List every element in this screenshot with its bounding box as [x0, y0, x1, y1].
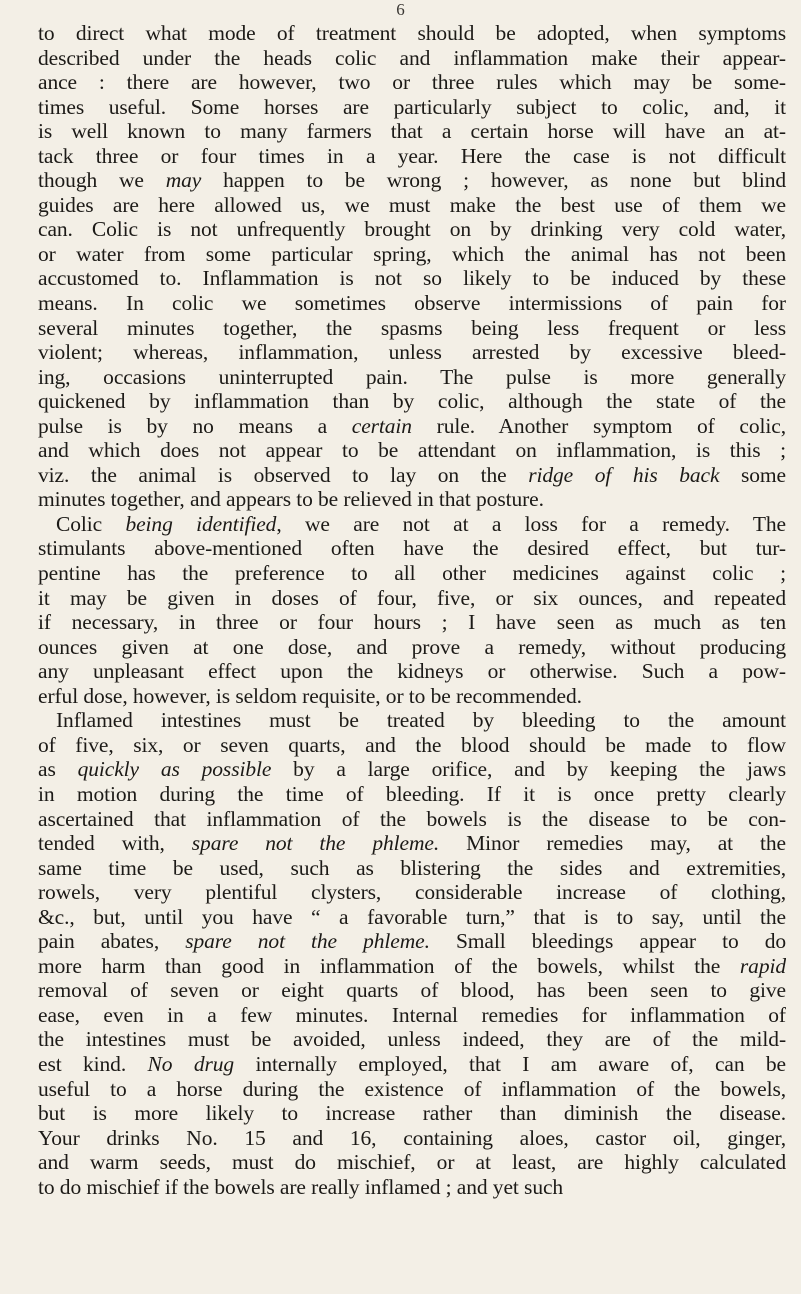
text-segment: Colic: [56, 511, 126, 536]
text-line: [38, 1175, 786, 1200]
italic-text: spare not the phleme.: [191, 831, 440, 856]
text-line: [38, 856, 786, 881]
text-line: [38, 316, 786, 341]
text-segment: described under the heads colic and inflammation make their appear-: [38, 45, 786, 70]
text-line: [38, 193, 786, 218]
text-line: [38, 291, 786, 316]
text-segment: pulse is by no means a: [38, 413, 352, 438]
text-line: [38, 1077, 786, 1102]
italic-text: may: [165, 168, 202, 193]
text-segment: but is more likely to increase rather than diminish the disease.: [38, 1101, 786, 1126]
text-segment: and warm seeds, must do mischief, or at least, are highly calculated: [38, 1150, 786, 1175]
text-line: [38, 733, 786, 758]
text-line: [38, 536, 786, 561]
text-segment: accustomed to. Inflammation is not so likely to be induced by these: [38, 266, 786, 291]
italic-text: No drug: [147, 1051, 235, 1076]
text-line: [38, 1150, 786, 1175]
text-segment: it may be given in doses of four, five, or six ounces, and repeated: [38, 585, 786, 610]
text-line: [38, 929, 786, 954]
text-segment: Minor remedies may, at the: [439, 831, 786, 856]
text-segment: violent; whereas, inflammation, unless arrested by excessive bleed-: [38, 340, 786, 365]
page-number: 6: [396, 0, 405, 19]
text-segment: ounces given at one dose, and prove a remedy, without producing: [38, 634, 786, 659]
text-line: [38, 610, 786, 635]
text-line: [38, 414, 786, 439]
text-segment: minutes together, and appears to be relieved in that posture.: [38, 487, 544, 512]
text-segment: if necessary, in three or four hours ; I have seen as much as ten: [38, 610, 786, 635]
text-segment: or water from some particular spring, which the animal has not been: [38, 241, 786, 266]
text-segment: ease, even in a few minutes. Internal remedies for inflammation of: [38, 1002, 786, 1027]
text-line: [38, 463, 786, 488]
text-line: [38, 561, 786, 586]
text-segment: more harm than good in inflammation of the bowels, whilst the: [38, 953, 740, 978]
text-segment: guides are here allowed us, we must make the best use of them we: [38, 192, 786, 217]
text-segment: is well known to many farmers that a certain horse will have an at-: [38, 119, 786, 144]
text-line: [38, 708, 786, 733]
text-line: [38, 70, 786, 95]
text-line: [38, 487, 786, 512]
text-segment: est kind.: [38, 1051, 148, 1076]
text-line: [38, 1052, 786, 1077]
text-line: [38, 119, 786, 144]
text-segment: removal of seven or eight quarts of blood, has been seen to give: [38, 978, 786, 1003]
text-line: [38, 905, 786, 930]
text-line: [38, 954, 786, 979]
text-line: [38, 586, 786, 611]
text-segment: pentine has the preference to all other medicines against colic ;: [38, 561, 786, 586]
text-line: [38, 1003, 786, 1028]
text-segment: ing, occasions uninterrupted pain. The pulse is more generally: [38, 364, 786, 389]
italic-text: quickly as possible: [77, 757, 272, 782]
text-segment: though we: [38, 168, 166, 193]
text-line: [38, 389, 786, 414]
text-segment: quickened by inflammation than by colic, although the state of the: [38, 389, 786, 414]
text-line: [38, 1101, 786, 1126]
text-line: [38, 757, 786, 782]
text-segment: as: [38, 757, 78, 782]
text-segment: any unpleasant effect upon the kidneys or otherwise. Such a pow-: [38, 659, 786, 684]
text-segment: to do mischief if the bowels are really inflamed ; and yet such: [38, 1174, 564, 1199]
text-line: [38, 365, 786, 390]
text-line: [38, 831, 786, 856]
text-segment: rowels, very plentiful clysters, considerable increase of clothing,: [38, 880, 786, 905]
text-segment: ance : there are however, two or three rules which may be some-: [38, 70, 786, 95]
text-line: [38, 807, 786, 832]
text-segment: tack three or four times in a year. Here the case is not difficult: [38, 143, 786, 168]
text-segment: can. Colic is not unfrequently brought on by drinking very cold water,: [38, 217, 786, 242]
text-segment: Inflamed intestines must be treated by bleeding to the amount: [56, 708, 786, 733]
text-line: [38, 266, 786, 291]
text-segment: means. In colic we sometimes observe intermissions of pain for: [38, 291, 786, 316]
text-line: [38, 340, 786, 365]
text-segment: internally employed, that I am aware of, can be: [234, 1051, 786, 1076]
italic-text: ridge of his back: [528, 462, 720, 487]
text-segment: some: [719, 462, 786, 487]
text-line: [38, 46, 786, 71]
text-line: [38, 21, 786, 46]
text-line: [38, 1027, 786, 1052]
text-segment: several minutes together, the spasms being less frequent or less: [38, 315, 786, 340]
italic-text: rapid: [739, 953, 786, 978]
text-segment: rule. Another symptom of colic,: [411, 413, 786, 438]
italic-text: being identified: [125, 511, 277, 536]
text-line: [38, 659, 786, 684]
italic-text: certain: [351, 413, 412, 438]
text-segment: Your drinks No. 15 and 16, containing aloes, castor oil, ginger,: [38, 1125, 786, 1150]
text-line: [38, 217, 786, 242]
text-segment: same time be used, such as blistering the sides and extremities,: [38, 855, 786, 880]
text-line: [38, 242, 786, 267]
text-line: [38, 978, 786, 1003]
text-segment: in motion during the time of bleeding. If it is once pretty clearly: [38, 781, 786, 806]
text-line: [38, 95, 786, 120]
text-segment: tended with,: [38, 831, 192, 856]
text-line: [38, 1126, 786, 1151]
text-line: [38, 438, 786, 463]
text-line: [38, 635, 786, 660]
text-segment: viz. the animal is observed to lay on the: [38, 462, 529, 487]
text-line: [38, 168, 786, 193]
text-segment: happen to be wrong ; however, as none but blind: [201, 168, 786, 193]
text-segment: the intestines must be avoided, unless indeed, they are of the mild-: [38, 1027, 786, 1052]
text-segment: by a large orifice, and by keeping the jaws: [271, 757, 786, 782]
text-segment: pain abates,: [38, 929, 186, 954]
text-line: [38, 684, 786, 709]
text-segment: and which does not appear to be attendant on inflammation, is this ;: [38, 438, 786, 463]
italic-text: spare not the phleme.: [185, 929, 430, 954]
text-segment: &c., but, until you have “ a favorable turn,” that is to say, until the: [38, 904, 786, 929]
text-segment: useful to a horse during the existence of inflammation of the bowels,: [38, 1076, 786, 1101]
text-line: [38, 782, 786, 807]
body-text: [38, 21, 786, 1199]
text-segment: stimulants above-mentioned often have the desired effect, but tur-: [38, 536, 786, 561]
text-line: [38, 512, 786, 537]
text-line: [38, 880, 786, 905]
text-segment: Small bleedings appear to do: [429, 929, 786, 954]
text-segment: , we are not at a loss for a remedy. The: [276, 511, 786, 536]
text-segment: erful dose, however, is seldom requisite, or to be recommended.: [38, 683, 582, 708]
text-line: [38, 144, 786, 169]
text-segment: ascertained that inflammation of the bowels is the disease to be con-: [38, 806, 786, 831]
text-segment: of five, six, or seven quarts, and the blood should be made to flow: [38, 732, 786, 757]
text-segment: to direct what mode of treatment should be adopted, when symptoms: [38, 21, 786, 45]
text-segment: times useful. Some horses are particularly subject to colic, and, it: [38, 94, 786, 119]
